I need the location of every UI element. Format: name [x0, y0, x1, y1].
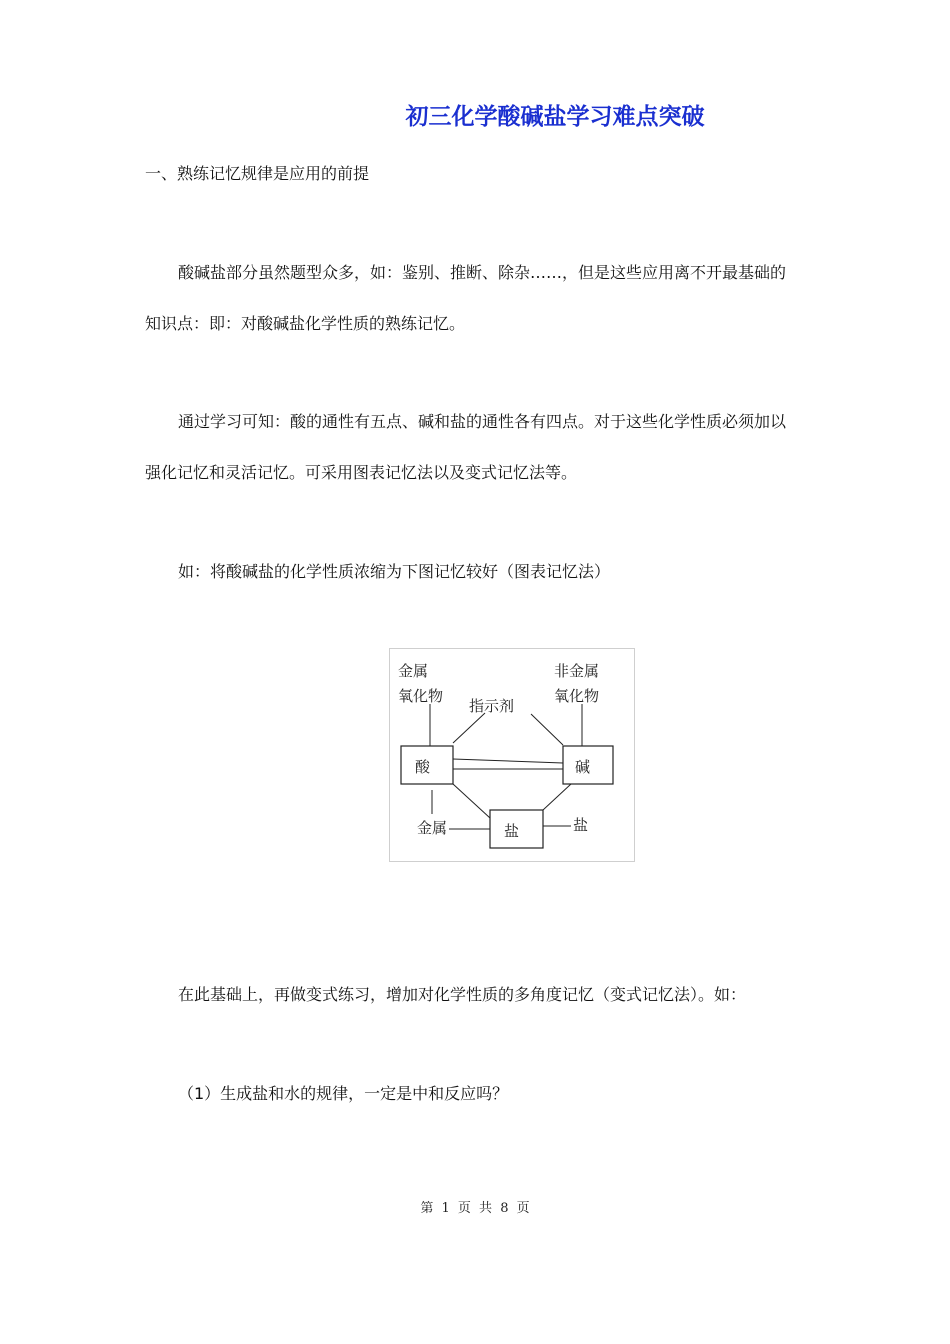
box-salt-label: 盐: [504, 822, 520, 840]
paragraph-line: 酸碱盐部分虽然题型众多，如：鉴别、推断、除杂……，但是这些应用离不开最基础的: [178, 263, 787, 282]
section-heading: 一、熟练记忆规律是应用的前提: [145, 164, 370, 183]
diagram-label-nonmetal-oxide-line2: 氧化物: [554, 687, 600, 705]
diagram-label-salt: 盐: [573, 816, 589, 834]
question-line: （1）生成盐和水的规律，一定是中和反应吗？: [178, 1084, 509, 1103]
box-acid-label: 酸: [415, 758, 431, 776]
diagram-label-indicator: 指示剂: [469, 697, 515, 715]
diagram-label-metal-oxide-line2: 氧化物: [398, 687, 444, 705]
paragraph-line: 知识点：即：对酸碱盐化学性质的熟练记忆。: [145, 314, 466, 333]
page-footer: 第 1 页 共 8 页: [420, 1201, 530, 1216]
paragraph-line: 如：将酸碱盐的化学性质浓缩为下图记忆较好（图表记忆法）: [178, 562, 611, 581]
diagram-label-nonmetal-oxide-line1: 非金属: [554, 662, 600, 680]
diagram-label-metal: 金属: [417, 819, 448, 837]
paragraph-line: 通过学习可知：酸的通性有五点、碱和盐的通性各有四点。对于这些化学性质必须加以: [178, 412, 787, 431]
paragraph-line: 强化记忆和灵活记忆。可采用图表记忆法以及变式记忆法等。: [145, 463, 578, 482]
diagram-label-metal-oxide-line1: 金属: [398, 662, 429, 680]
box-base-label: 碱: [575, 758, 591, 776]
acid-base-salt-diagram: [389, 648, 635, 862]
page-title: 初三化学酸碱盐学习难点突破: [405, 104, 705, 130]
paragraph-line: 在此基础上，再做变式练习，增加对化学性质的多角度记忆（变式记忆法）。如：: [178, 985, 747, 1004]
